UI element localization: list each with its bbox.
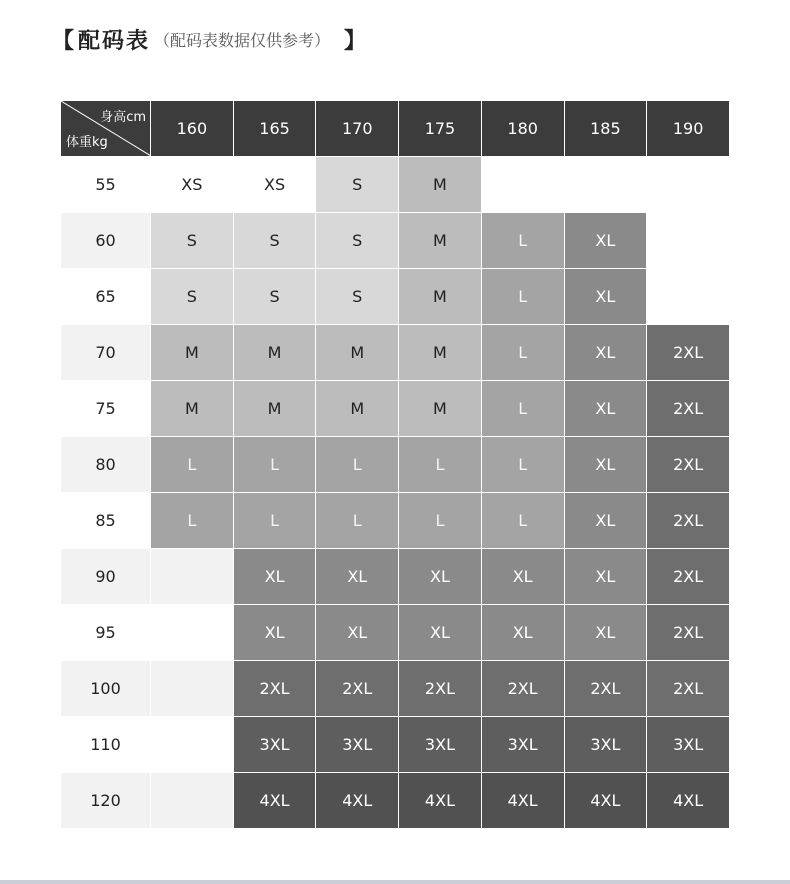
height-header-cell: 170 <box>316 101 399 157</box>
size-cell: M <box>399 269 482 325</box>
size-cell <box>481 157 564 213</box>
height-header-cell: 180 <box>481 101 564 157</box>
size-chart-table <box>60 100 730 829</box>
size-cell: S <box>316 213 399 269</box>
size-cell: 3XL <box>399 717 482 773</box>
size-cell: 2XL <box>647 661 730 717</box>
size-cell: XL <box>233 549 316 605</box>
size-cell: 2XL <box>564 661 647 717</box>
weight-row <box>61 437 730 493</box>
weight-cell: 60 <box>61 213 151 269</box>
weight-cell: 75 <box>61 381 151 437</box>
size-cell: M <box>233 381 316 437</box>
size-cell: 4XL <box>233 773 316 829</box>
size-cell: XL <box>481 605 564 661</box>
size-cell: XL <box>481 549 564 605</box>
weight-axis-label: 体重kg <box>66 135 108 150</box>
size-cell: XS <box>151 157 234 213</box>
size-cell: M <box>151 381 234 437</box>
size-cell: 2XL <box>647 549 730 605</box>
size-cell: XL <box>233 605 316 661</box>
size-cell <box>151 661 234 717</box>
size-cell: L <box>151 493 234 549</box>
height-header-row <box>61 101 730 157</box>
size-cell: L <box>316 437 399 493</box>
weight-cell: 55 <box>61 157 151 213</box>
size-cell: XL <box>564 381 647 437</box>
size-cell: XL <box>564 493 647 549</box>
size-cell: XL <box>564 549 647 605</box>
footer-divider <box>0 880 790 884</box>
weight-row <box>61 269 730 325</box>
size-cell: 3XL <box>647 717 730 773</box>
weight-cell: 100 <box>61 661 151 717</box>
weight-row <box>61 549 730 605</box>
title-main: 配码表 <box>78 28 151 54</box>
size-cell: L <box>316 493 399 549</box>
size-cell: 4XL <box>481 773 564 829</box>
weight-cell: 65 <box>61 269 151 325</box>
weight-row <box>61 381 730 437</box>
size-cell: XL <box>564 213 647 269</box>
size-cell: 3XL <box>233 717 316 773</box>
size-cell: XL <box>564 605 647 661</box>
size-cell: 2XL <box>647 325 730 381</box>
size-cell <box>647 213 730 269</box>
size-cell: XL <box>399 605 482 661</box>
size-chart-title <box>52 22 366 56</box>
size-cell: M <box>399 157 482 213</box>
size-cell: 2XL <box>647 437 730 493</box>
size-cell: L <box>399 493 482 549</box>
size-cell: S <box>316 157 399 213</box>
corner-cell <box>61 101 151 157</box>
title-left-bracket: 【 <box>52 28 75 54</box>
size-cell: 2XL <box>647 381 730 437</box>
weight-cell: 85 <box>61 493 151 549</box>
size-cell: 2XL <box>233 661 316 717</box>
title-subtitle: （配码表数据仅供参考） <box>154 30 331 50</box>
size-cell: S <box>233 269 316 325</box>
title-right-bracket: 】 <box>344 28 367 54</box>
size-cell: 4XL <box>564 773 647 829</box>
height-header-cell: 190 <box>647 101 730 157</box>
size-cell: L <box>481 325 564 381</box>
size-cell: 3XL <box>316 717 399 773</box>
size-cell: 3XL <box>481 717 564 773</box>
height-axis-label: 身高cm <box>100 110 146 125</box>
size-cell: 3XL <box>564 717 647 773</box>
size-cell <box>151 549 234 605</box>
size-cell: XL <box>316 605 399 661</box>
height-header-cell: 160 <box>151 101 234 157</box>
size-cell: L <box>233 493 316 549</box>
size-cell: M <box>399 381 482 437</box>
size-cell: S <box>316 269 399 325</box>
weight-cell: 80 <box>61 437 151 493</box>
weight-row <box>61 605 730 661</box>
size-cell: L <box>481 213 564 269</box>
height-header-cell: 175 <box>399 101 482 157</box>
weight-cell: 90 <box>61 549 151 605</box>
size-cell: L <box>481 381 564 437</box>
weight-cell: 70 <box>61 325 151 381</box>
size-cell: XS <box>233 157 316 213</box>
weight-row <box>61 773 730 829</box>
size-cell: 2XL <box>399 661 482 717</box>
height-header-cell: 185 <box>564 101 647 157</box>
size-cell: M <box>316 381 399 437</box>
size-cell: S <box>151 213 234 269</box>
size-cell: XL <box>399 549 482 605</box>
size-cell: L <box>481 437 564 493</box>
size-chart-body <box>61 101 730 829</box>
weight-row <box>61 717 730 773</box>
weight-row <box>61 213 730 269</box>
weight-cell: 110 <box>61 717 151 773</box>
weight-row <box>61 157 730 213</box>
weight-row <box>61 661 730 717</box>
size-cell: L <box>481 269 564 325</box>
size-cell: 4XL <box>399 773 482 829</box>
size-cell: XL <box>564 437 647 493</box>
weight-cell: 120 <box>61 773 151 829</box>
size-cell: 4XL <box>316 773 399 829</box>
size-cell: 2XL <box>316 661 399 717</box>
size-cell: M <box>316 325 399 381</box>
size-cell <box>151 605 234 661</box>
size-cell: XL <box>564 269 647 325</box>
size-cell: 2XL <box>647 605 730 661</box>
size-cell: M <box>151 325 234 381</box>
size-cell: XL <box>564 325 647 381</box>
size-cell: 2XL <box>481 661 564 717</box>
size-cell: 2XL <box>647 493 730 549</box>
size-cell: M <box>399 325 482 381</box>
size-cell <box>647 157 730 213</box>
size-cell: S <box>151 269 234 325</box>
size-cell <box>151 773 234 829</box>
size-cell: S <box>233 213 316 269</box>
size-cell: XL <box>316 549 399 605</box>
weight-cell: 95 <box>61 605 151 661</box>
height-header-cell: 165 <box>233 101 316 157</box>
size-cell: L <box>233 437 316 493</box>
size-cell: L <box>399 437 482 493</box>
size-cell: M <box>233 325 316 381</box>
size-cell: M <box>399 213 482 269</box>
size-cell: L <box>481 493 564 549</box>
size-cell <box>564 157 647 213</box>
size-cell <box>647 269 730 325</box>
size-cell <box>151 717 234 773</box>
weight-row <box>61 325 730 381</box>
size-cell: 4XL <box>647 773 730 829</box>
size-cell: L <box>151 437 234 493</box>
weight-row <box>61 493 730 549</box>
